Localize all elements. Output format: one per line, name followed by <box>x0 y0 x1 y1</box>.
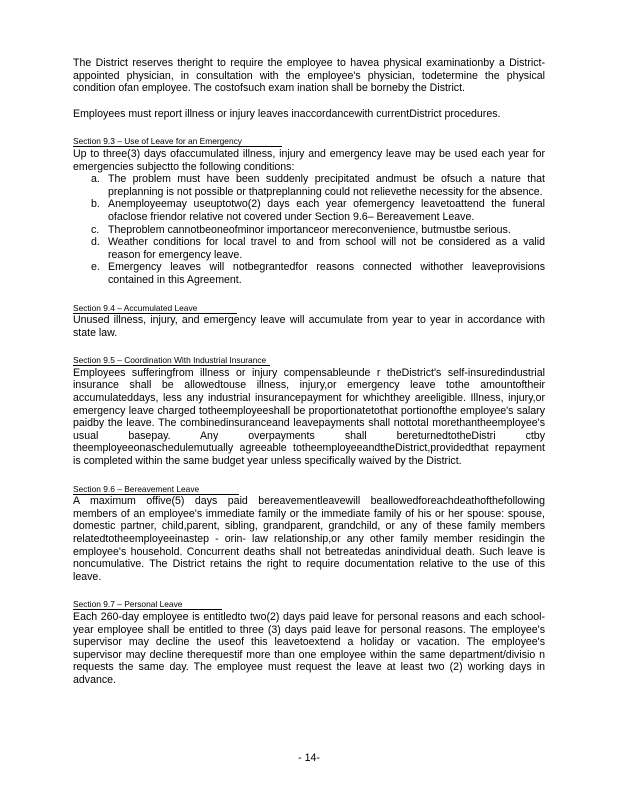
section-body: A maximum offive(5) days paid bereavementleavewill beallowedforeachdeathofthefollowing members of an employee's immediate family or the immediate family of his or her spouse: spouse, domestic partner, child,parent, sibling, grandparent, grandchild, or any of these family members relatedtotheemployeeinastep - orin- law relationship,or any other family member residingin the employee's household. Concurrent deaths shall not betreatedas anindividual death. Such leave is noncumulative. The District retains the right to require documentation relative to the use of this leave. <box>73 495 545 583</box>
section-9-4 <box>73 302 545 340</box>
list-marker: b. <box>91 198 100 211</box>
section-9-3 <box>73 135 545 286</box>
document-page <box>73 57 545 687</box>
section-9-7 <box>73 598 545 686</box>
list-item-text: Anemployeemay useuptotwo(2) days each year ofemergency leavetoattend the funeral ofaclose friendor relative not covered under Section 9.6– Bereavement Leave. <box>108 198 545 223</box>
list-item <box>73 261 545 286</box>
section-body: Each 260-day employee is entitledto two(2) days paid leave for personal reasons and each school-year employee shall be entitled to three (3) days paid leave for personal reasons. The employee's supervisor may decline the useof this leavetoextend a holiday or vacation. The employee's supervisor may decline therequestif more than one employee within the same department/divisio n requests the same day. The employee must request the leave at least two (2) working days in advance. <box>73 610 545 686</box>
section-9-5 <box>73 354 545 467</box>
list-item-text: The problem must have been suddenly precipitated andmust be ofsuch a nature that preplanning is not possible or thatpreplanning could not relievethe necessity for the absence. <box>108 173 545 198</box>
list-item <box>73 173 545 198</box>
list-marker: c. <box>91 223 100 236</box>
list-item-text: Emergency leaves will notbegrantedfor reasons connected withother leaveprovisions contained in this Agreement. <box>108 261 545 286</box>
list-item-text: Theproblem cannotbeoneofminor importanceor mereconvenience, butmustbe serious. <box>108 223 511 236</box>
section-body: Employees sufferingfrom illness or injury compensableunde r theDistrict's self-insuredindustrial insurance shall be allowedtouse illness, injury,or emergency leave tothe amountoftheir accumulateddays, less any industrial insurancepayment for whichthey areeligible. Illness, injury,or emergency leave charged totheemployeeshall be proportionatetothat portionofthe employee's salary paidby the leave. The combinedinsuranceand leavepayments shall nottotal morethantheemployee's usual basepay. Any overpayments shall bereturnedtotheDistri ctby theemployeeonaschedulemutually agreeable totheemployeeandtheDistrict,providedthat repayment is completed within the same budget year unless specifically waived by the District. <box>73 366 545 468</box>
conditions-list <box>73 173 545 286</box>
section-heading: Section 9.4 – Accumulated Leave <box>73 303 237 314</box>
intro-paragraph: Employees must report illness or injury leaves inaccordancewith currentDistrict procedures. <box>73 107 501 120</box>
section-heading: Section 9.5 – Coordination With Industrial Insurance <box>73 355 270 366</box>
list-item <box>73 236 545 261</box>
list-item <box>73 224 545 237</box>
section-9-6 <box>73 483 545 584</box>
list-item-text: Weather conditions for local travel to and from school will not be considered as a valid reason for emergency leave. <box>108 236 545 261</box>
section-heading: Section 9.7 – Personal Leave <box>73 599 222 610</box>
page-number: - 14- <box>298 752 320 764</box>
section-heading: Section 9.6 – Bereavement Leave <box>73 484 239 495</box>
section-heading: Section 9.3 – Use of Leave for an Emergency <box>73 136 282 147</box>
list-marker: d. <box>91 236 100 249</box>
section-body: Unused illness, injury, and emergency leave will accumulate from year to year in accordance with state law. <box>73 314 545 339</box>
section-body: Up to three(3) days ofaccumulated illness, injury and emergency leave may be used each year for emergencies subjectto the following conditions: <box>73 147 545 173</box>
intro-paragraph: The District reserves theright to require the employee to havea physical examinationby a District-appointed physician, in consultation with the employee's physician, todetermine the physical condition ofan employee. The costofsuch exam ination shall be borneby the District. <box>73 57 545 95</box>
list-marker: e. <box>91 261 100 274</box>
list-marker: a. <box>91 173 100 186</box>
list-item <box>73 198 545 223</box>
